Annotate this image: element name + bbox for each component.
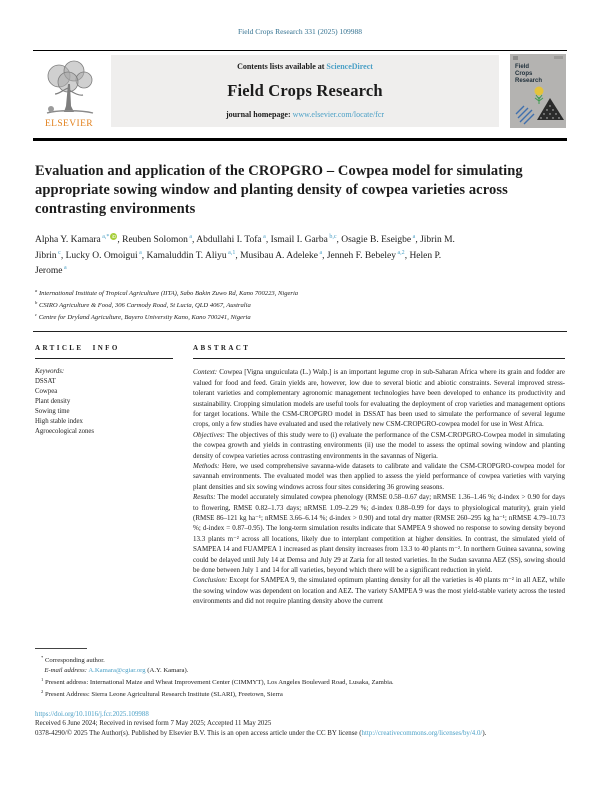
footnote-email [35, 666, 567, 675]
cover-sun-icon [535, 87, 544, 96]
author-superscript: a [187, 234, 193, 240]
footnote-text: Corresponding author. [44, 657, 105, 665]
keywords-label: Keywords: [35, 368, 65, 376]
affiliation: $^a$ International Institute of Tropical Agriculture (IITA), Sabo Bakin Zuwo Rd, Kano 700223, Nigeria [35, 287, 299, 298]
author [240, 251, 322, 261]
abstract-section: Results: The model accurately simulated cowpea phenology (RMSE 0.58–0.67 day; nRMSE 1.36–1.46 %; d-index > 0.90 for days to flowering, RMSE 0.82–1.73 days; nRMSE 1.09–2.29 %; d-index 0.88–0.99 for days to physiological maturity), grain yield (RMSE 86–121 kg ha⁻¹; nRMSE 3.66–6.14 %; d-index > 0.90) and total dry matter (RMSE 260–295 kg ha⁻¹; nRMSE 4.79–10.73 %; d-index = 0.87–0.95). The long-term simulation results indicate that SAMPEA 9 showed no response to sowing density beyond 13.3 plants m⁻² across all locations, likely due to interplant competition at higher densities. In contrast, the simulated yield of SAMPEA 14 and FUAMPEA 1 increased as plant density increases from 13.3 to 40 plants m⁻². In northern Guinea savanna, sowing could be delayed until July 14 at Demsa and July 29 at Zaria for all tested varieties. In the Sudan savanna AEZ (SS), sowing should be done between July 1 and 14 for all varieties, beyond which there will be a significant reduction in yield. [193, 493, 565, 575]
author-name: Jibrin M. Jibrin [35, 235, 455, 261]
author-name: Kamaluddin T. Aliyu [146, 250, 227, 261]
footnote-text: Present address: International Maize and Wheat Improvement Center (CIMMYT), Los Angeles Boulevard Road, Lusaka, Zambia. [44, 679, 394, 687]
journal-title: Field Crops Research [227, 80, 383, 100]
author-superscript: a [261, 234, 266, 240]
email-label: E-mail address: [44, 666, 88, 674]
footnote-marker: 1 [41, 676, 44, 682]
abstract-section: Context: Cowpea [Vigna unguiculata (L.) Walp.] is an important legume crop in sub-Saharan Africa where its grain and fodder are valued for food and feed. Grain yields are, however, low due to several biotic and abiotic constraints. Several improved stress-tolerant varieties and complementary agronomic management technologies have been developed to enhance its productivity and sustainability. Cropping simulation models are useful tools for evaluating the deployment of crop varieties and management options for target locations. While the CSM-CROPGRO model in DSSAT has been used to simulate the performance of several legume crops, only a few studies have evaluated and used the relatively new CSM-CROPGRO-cowpea model for use in West Africa. [193, 368, 565, 429]
elsevier-logo [33, 54, 105, 131]
homepage-link[interactable]: www.elsevier.com/locate/fcr [292, 110, 385, 119]
copyright-suffix: ). [482, 729, 487, 737]
author-name: Lucky O. Omoigui [65, 250, 138, 261]
keyword-item: Cowpea [35, 388, 58, 396]
received-line: Received 6 June 2024; Received in revised form 7 May 2025; Accepted 11 May 2025 [35, 720, 272, 728]
author [327, 251, 405, 261]
abstract-body [193, 367, 565, 606]
cover-word-2: Crops [515, 71, 533, 77]
copyright-prefix: 0378-4290/© 2025 The Author(s). Published by Elsevier B.V. This is an open access article under the CC BY license ( [35, 729, 362, 737]
author [122, 235, 192, 245]
abstract-section: Methods: Here, we used comprehensive savanna-wide datasets to calibrate and validate the CSM-CROPGRO-cowpea model for savannah environments. The evaluated model was then applied to assess the yield performance of cowpea varieties with varying plant densities and six sowing windows across four sites considering 36 growing seasons. [193, 461, 565, 491]
abstract-column [193, 344, 565, 606]
sciencedirect-link[interactable]: ScienceDirect [326, 62, 373, 71]
footnote-present-1 [35, 675, 567, 688]
author-superscript: b,c [327, 234, 337, 240]
footnote-present-2 [35, 687, 567, 700]
elsevier-wordmark: ELSEVIER [44, 119, 94, 129]
article-info-header: ARTICLE INFO [35, 344, 173, 359]
footnote-text: Present Address: Sierra Leone Agricultural Research Institute (SLARI), Freetown, Sierra [44, 691, 283, 699]
article-info-column [35, 344, 173, 606]
footnote-marker: * [41, 655, 44, 660]
author [196, 235, 266, 245]
abstract-section: Objectives: The objectives of this study were to (i) evaluate the performance of the CSM-CROPGRO-Cowpea model in simulating the cowpea growth and yields in contrasting environments (ii) use the model to assess the optimal sowing window and planting density of cowpea varieties across contrasting environments in the savannas of Nigeria. [193, 430, 565, 460]
author [66, 251, 142, 261]
author-name: Helen P. Jerome [35, 250, 442, 277]
cover-word-1: Field [515, 64, 530, 70]
keyword-item: High stable index [35, 418, 83, 426]
abstract-section-label: Results: [193, 493, 216, 502]
cover-word-3: Research [515, 78, 543, 84]
affiliation: $^b$ CSIRO Agriculture & Food, 306 Carmody Road, St Lucia, QLD 4067, Australia [35, 299, 251, 309]
author-name: Osagie B. Eseigbe [341, 235, 412, 246]
email-suffix: (A.Y. Kamara). [145, 666, 189, 674]
author-superscript: a [317, 249, 323, 256]
abstract-section: Conclusion: Except for SAMPEA 9, the simulated optimum planting density for all the varieties is 40 plants m⁻² in all AEZ, while the sowing window was dependent on location and AEZ. The variety SAMPEA 9 was the most yield-stable variety across the tested environments and did not require planting density above the current [193, 576, 565, 606]
footnote-marker: 2 [41, 689, 44, 695]
author-superscript: a [137, 249, 142, 256]
author [271, 235, 337, 245]
keyword-item: DSSAT [35, 378, 56, 386]
author-name: Jenneh F. Bebeley [326, 250, 397, 261]
page-footer [35, 648, 567, 738]
author [341, 235, 415, 245]
keyword-item: Sowing time [35, 408, 70, 416]
abstract-section-label: Conclusion: [193, 576, 228, 585]
info-abstract-grid [35, 344, 565, 606]
copyright-line [35, 729, 567, 739]
abstract-section-label: Objectives: [193, 430, 225, 439]
doi-link[interactable]: https://doi.org/10.1016/j.fcr.2025.109988 [35, 710, 149, 718]
article-title: Evaluation and application of the CROPGRO – Cowpea model for simulating appropriate sowing window and planting density of cowpea varieties across contrasting environments [35, 163, 523, 217]
footnote-corresponding [35, 653, 567, 666]
doi-line [35, 710, 567, 720]
author-superscript: c [56, 249, 61, 256]
contents-prefix: Contents lists available at [237, 62, 327, 71]
masthead [33, 50, 567, 141]
author-superscript: a [62, 265, 67, 272]
author-name: Abdullahi I. Tofa [196, 235, 262, 246]
author [147, 251, 236, 261]
license-link[interactable]: http://creativecommons.org/licenses/by/4.0/ [361, 729, 483, 737]
author-superscript: a,2 [396, 249, 405, 256]
author-superscript: a,* [100, 234, 110, 240]
author-name: Alpha Y. Kamara [35, 235, 101, 246]
abstract-section-label: Methods: [193, 461, 220, 470]
affiliation: $^c$ Centre for Dryland Agriculture, Bayero University Kano, Kano 700241, Nigeria [35, 311, 251, 321]
affiliation-list [35, 287, 565, 322]
email-link[interactable]: A.Kamara@cgiar.org [88, 666, 146, 674]
author-superscript: a [411, 234, 416, 240]
elsevier-tree-icon [41, 60, 97, 118]
author-name: Ismail I. Garba [270, 235, 328, 246]
abstract-section-label: Context: [193, 368, 218, 377]
section-divider [33, 331, 567, 332]
footnote-divider [35, 648, 87, 649]
author-name: Reuben Solomon [122, 235, 188, 246]
keyword-item: Plant density [35, 398, 71, 406]
author [35, 235, 117, 245]
masthead-center [111, 55, 499, 127]
homepage-prefix: journal homepage: [225, 110, 293, 119]
author-superscript: a,1 [226, 249, 236, 256]
journal-citation: Field Crops Research 331 (2025) 109988 [238, 27, 362, 36]
journal-cover-thumbnail [509, 54, 567, 131]
abstract-header: ABSTRACT [193, 344, 565, 359]
orcid-icon[interactable]: iD [111, 234, 116, 239]
keyword-item: Agroecological zones [35, 428, 95, 436]
author-name: Musibau A. Adeleke [240, 250, 318, 261]
keyword-list [35, 377, 173, 437]
homepage-line [226, 110, 384, 119]
author-list: Alpha Y. Kamara $^{a,*}$ iD, Reuben Solomon $^a$, Abdullahi I. Tofa $^a$, Ismail I. Garba $^{b,c}$, Osagie B. Eseigbe $^a$, Jibrin M. Jibrin $^c$, Lucky O. Omoigui $^a$, Kamaluddin T. Aliyu $^{a,1}$, Musibau A. Adeleke $^a$, Jenneh F. Bebeley $^{a,2}$, Helen P. Jerome $^a$ [35, 234, 455, 277]
contents-line [237, 62, 373, 71]
